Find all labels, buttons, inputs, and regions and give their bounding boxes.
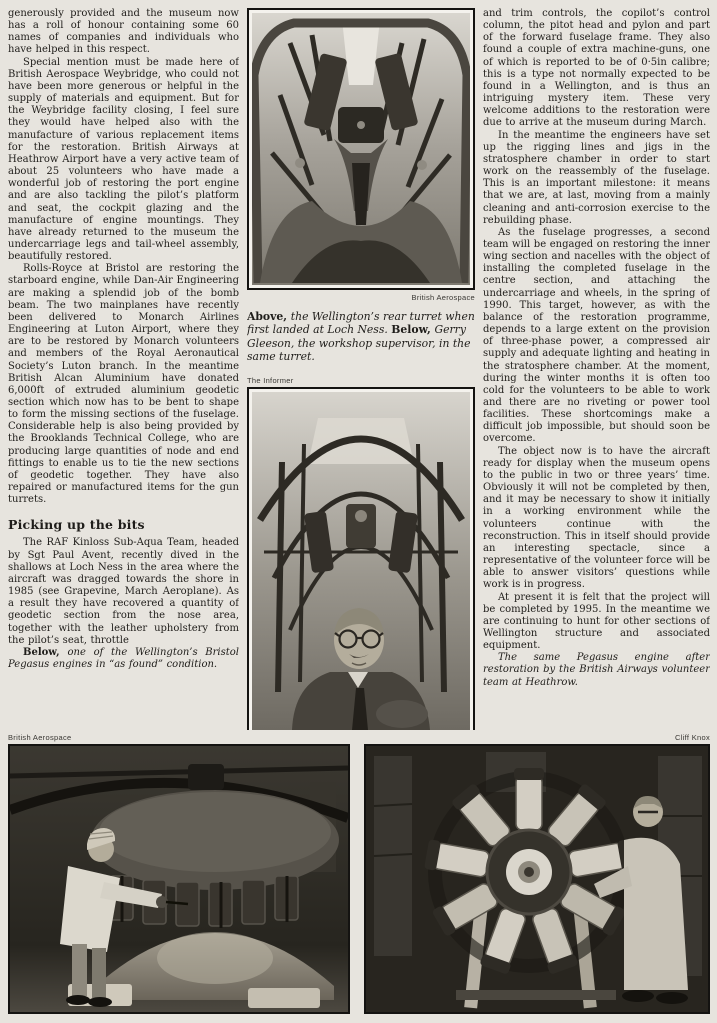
rear-turret-image bbox=[252, 13, 470, 285]
body-paragraph: generously provided and the museum now has a roll of honour containing some 60 names of companies and individuals who have helped in this respect. bbox=[8, 8, 239, 56]
body-paragraph: Rolls-Royce at Bristol are restoring the starboard engine, while Dan-Air Engineering are making a splendid job of the bomb beam. The two mainplanes have recently been delivered to Monarch Airlines Engineering at Luton Airport, where they are to be restored by Monarch volunteers and members of the Royal Aeronautical Society’s Luton branch. In the meantime British Alcan Aluminium have donated 6,000ft of extruded aluminium geodetic section which now has to be bent to shape to form the missing sections of the fuselage. Considerable help is also being provided by the Brooklands Technical College, who are producing large quantities of node and end fittings to enable us to tie the new sections of geodetic together. They have also repaired or manufactured items for the gun turrets. bbox=[8, 263, 239, 506]
photo-credit: British Aerospace bbox=[8, 733, 72, 742]
photo-credit: The Informer bbox=[247, 375, 294, 385]
body-paragraph: As the fuselage progresses, a second team will be engaged on restoring the inner wing section and nacelles with the object of installing the completed fuselage in the centre section, and attaching the undercarriage and wheels, in the spring of 1990. This target, however, as with the balance of the restoration programme, depends to a large extent on the provision of three-phase power, a compressed air supply and adequate lighting and heating in the stratosphere chamber. At the moment, during the winter months it is often too cold for the volunteers to be able to work and there are no riveting or power tool facilities. These shortcomings make a difficult job impossible, but should soon be overcome. bbox=[483, 226, 710, 445]
engine-as-found-image bbox=[10, 746, 348, 1012]
engine-restored-image bbox=[366, 746, 708, 1012]
left-text-column bbox=[8, 8, 239, 730]
gleeson-turret-image bbox=[252, 392, 470, 730]
photo-rear-turret bbox=[247, 8, 475, 290]
photo-caption-turret: Above, the Wellington’s rear turret when first landed at Loch Ness. Below, Gerry Gleeson, the workshop supervisor, in the same turret. bbox=[247, 310, 475, 364]
bottom-photo-band bbox=[8, 733, 710, 1014]
photo-gleeson-turret bbox=[247, 387, 475, 730]
middle-photo-column bbox=[247, 8, 475, 730]
body-paragraph: The RAF Kinloss Sub-Aqua Team, headed by Sgt Paul Avent, recently dived in the shallows at Loch Ness in the area where the aircraft was dragged towards the shore in 1985 (see Grapevine, March Aeroplane). As a result they have recovered a quantity of geodetic section from the nose area, together with the leather upholstery from the pilot’s seat, throttle bbox=[8, 537, 239, 646]
photo-engine-restored bbox=[364, 744, 710, 1014]
photo-caption-engine-restored: The same Pegasus engine after restoration by the British Airways volunteer team at Heathrow. bbox=[483, 652, 710, 688]
photo-credit: Cliff Knox bbox=[675, 733, 710, 742]
body-paragraph: and trim controls, the copilot’s control column, the pitot head and pylon and part of the forward fuselage frame. They also found a couple of extra machine-guns, one of which is reported to be of 0·5in calibre; this is a type not normally expected to be found in a Wellington, and is thus an intriguing mystery item. These very welcome additions to the restoration were due to arrive at the museum during March. bbox=[483, 8, 710, 129]
body-paragraph: In the meantime the engineers have set up the rigging lines and jigs in the stratosphere chamber in order to start work on the reassembly of the fuselage. This is an important milestone: it means that we are, at last, moving from a mainly cleaning and anti-corrosion exercise to the rebuilding phase. bbox=[483, 129, 710, 226]
right-text-column bbox=[483, 8, 710, 730]
section-heading: Picking up the bits bbox=[8, 517, 145, 533]
bottom-left-photo-block bbox=[8, 733, 350, 1014]
bottom-right-photo-block bbox=[364, 733, 710, 1014]
photo-caption-engine-as-found: Below, one of the Wellington’s Bristol Pegasus engines in “as found” condition. bbox=[8, 646, 239, 670]
body-paragraph: The object now is to have the aircraft ready for display when the museum opens to the public in two or three years’ time. Obviously it will not be completed by then, and it may be necessary to show it initially in a working environment while the volunteers continue with the reconstruction. This in itself should provide an interesting spectacle, since a representative of the volunteer force will be able to answer visitors’ questions while work is in progress. bbox=[483, 445, 710, 591]
photo-engine-as-found bbox=[8, 744, 350, 1014]
photo-credit: British Aerospace bbox=[411, 293, 475, 302]
body-paragraph: Special mention must be made here of British Aerospace Weybridge, who could not have been more generous or helpful in the supply of materials and equipment. But for the Weybridge facility closing, I feel sure they would have helped also with the manufacture of various replacement items for the restoration. British Airways at Heathrow Airport have a very active team of about 25 volunteers who have made a wonderful job of restoring the port engine and are also tackling the pilot’s platform and seat, the cockpit glazing and the manufacture of engine mountings. They have already returned to the museum the undercarriage legs and tail-wheel assembly, beautifully restored. bbox=[8, 56, 239, 263]
body-paragraph: At present it is felt that the project will be completed by 1995. In the meantime we are continuing to hunt for other sections of Wellington structure and associated equipment. bbox=[483, 591, 710, 652]
